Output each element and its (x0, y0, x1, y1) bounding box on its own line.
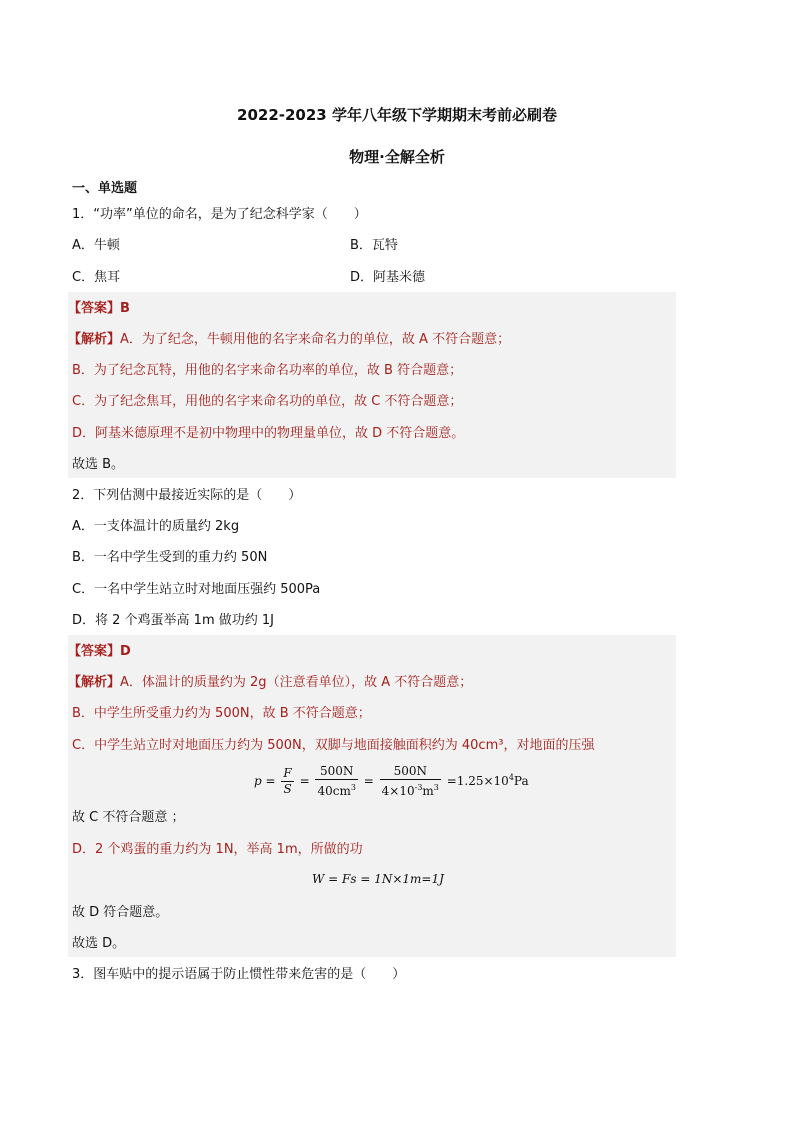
question-3-stem: 3．图车贴中的提示语属于防止惯性带来危害的是（ ） (72, 967, 406, 982)
formula-eq3: = (363, 774, 374, 788)
formula-eq1: = (265, 774, 276, 788)
formula-fraction-2 (380, 764, 441, 799)
q2-analysis-b: B．中学生所受重力约为 500N，故 B 不符合题意； (72, 706, 371, 721)
formula-result-unit: Pa (513, 774, 529, 788)
q2-d-conclusion: 故 D 符合题意。 (72, 905, 169, 920)
q2-answer: 【答案】D (68, 644, 131, 659)
document-title: 2022-2023 学年八年级下学期期末考前必刷卷 (237, 106, 557, 124)
question-2-stem: 2．下列估测中最接近实际的是（ ） (72, 488, 302, 503)
q1-option-a: A．牛顿 (72, 238, 120, 253)
q2-option-c: C．一名中学生站立时对地面压强约 500Pa (72, 582, 321, 597)
q1-analysis-label: 【解析】 (68, 332, 121, 347)
q2-analysis-a (68, 674, 472, 692)
formula-frac2-den (380, 780, 441, 799)
q1-option-d: D．阿基米德 (350, 270, 426, 285)
section-heading: 一、单选题 (72, 181, 138, 196)
formula-fraction-fs (281, 766, 293, 797)
formula-s: S (283, 782, 292, 796)
q2-option-b: B．一名中学生受到的重力约 50N (72, 550, 268, 565)
q1-answer: 【答案】B (68, 301, 130, 316)
document-subtitle: 物理·全解全析 (349, 148, 445, 166)
q2-analysis-a-text: A．体温计的质量约为 2g（注意看单位），故 A 不符合题意； (120, 675, 473, 690)
q1-analysis-c: C．为了纪念焦耳，用他的名字来命名功的单位，故 C 不符合题意； (72, 394, 463, 409)
formula-result-exp: 4 (508, 773, 514, 782)
formula-frac1-den-exp: 3 (350, 783, 356, 792)
formula-frac1-num: 500N (315, 764, 357, 780)
q1-analysis-a-text: A．为了纪念，牛顿用他的名字来命名力的单位，故 A 不符合题意； (120, 332, 511, 347)
formula-f: F (283, 766, 292, 780)
q2-conclusion: 故选 D。 (72, 936, 126, 951)
formula-frac2-num: 500N (380, 764, 441, 780)
q2-analysis-c: C．中学生站立时对地面压力约为 500N，双脚与地面接触面积约为 40cm³，对地面的压强 (72, 738, 595, 753)
formula-frac1-den (315, 780, 357, 799)
q2-option-a: A．一支体温计的质量约 2kg (72, 519, 240, 534)
formula-frac2-den-base: 4×10 (381, 784, 415, 798)
formula-frac2-den-unit-exp: 3 (433, 783, 439, 792)
q1-conclusion: 故选 B。 (72, 457, 125, 472)
q2-c-conclusion: 故 C 不符合题意 ； (72, 810, 185, 825)
formula-frac2-den-exp: -3 (414, 783, 423, 792)
question-1-stem: 1．“功率”单位的命名，是为了纪念科学家（ ） (72, 207, 367, 222)
q1-option-b: B．瓦特 (350, 238, 398, 253)
q2-analysis-label: 【解析】 (68, 675, 121, 690)
formula-frac2-den-unit: m (422, 784, 434, 798)
q2-analysis-d: D．2 个鸡蛋的重力约为 1N，举高 1m，所做的功 (72, 842, 363, 857)
q1-answer-box (68, 292, 676, 478)
q1-analysis-d: D．阿基米德原理不是初中物理中的物理量单位，故 D 不符合题意。 (72, 426, 465, 441)
formula-eq2: = (299, 774, 310, 788)
work-formula: W = Fs = 1N×1m=1J (312, 872, 444, 886)
q2-option-d: D．将 2 个鸡蛋举高 1m 做功约 1J (72, 613, 274, 628)
q1-option-c: C．焦耳 (72, 270, 121, 285)
q1-analysis-b: B．为了纪念瓦特，用他的名字来命名功率的单位，故 B 符合题意； (72, 363, 463, 378)
formula-result: =1.25×10 (446, 774, 509, 788)
pressure-formula (254, 764, 529, 799)
q1-analysis-a (68, 331, 510, 349)
formula-frac1-den-base: 40cm (317, 784, 351, 798)
formula-fraction-1 (315, 764, 357, 799)
formula-p: p (254, 774, 262, 788)
